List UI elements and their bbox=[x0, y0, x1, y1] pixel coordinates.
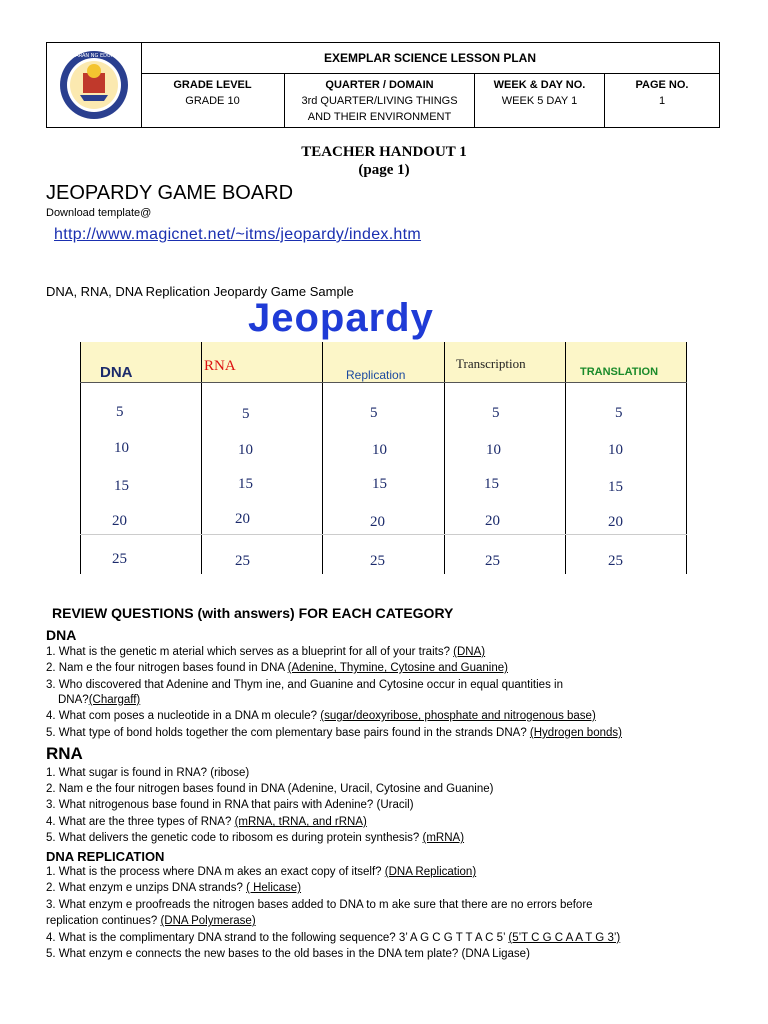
answer-text: (5’T C G C A A T G 3’) bbox=[508, 932, 621, 944]
replication-heading: DNA REPLICATION bbox=[46, 849, 165, 864]
rna-heading: RNA bbox=[46, 744, 83, 763]
tile-replication-5[interactable]: 5 bbox=[370, 405, 378, 421]
quarter-value-2: AND THEIR ENVIRONMENT bbox=[307, 111, 452, 123]
tile-transcription-25[interactable]: 25 bbox=[485, 553, 500, 569]
replication-question-3-cont bbox=[46, 915, 256, 927]
tile-replication-10[interactable]: 10 bbox=[372, 442, 387, 458]
rna-question-5 bbox=[46, 832, 464, 844]
page-label: PAGE NO. bbox=[635, 79, 689, 91]
tile-transcription-20[interactable]: 20 bbox=[485, 513, 500, 529]
dna-heading: DNA bbox=[46, 627, 77, 643]
dna-question-3 bbox=[46, 679, 563, 691]
dna-question-2 bbox=[46, 662, 508, 674]
dna-question-1 bbox=[46, 646, 485, 658]
category-rna[interactable]: RNA bbox=[204, 358, 236, 374]
board-column-line bbox=[686, 342, 687, 574]
board-column-line bbox=[322, 342, 323, 574]
page-value: 1 bbox=[658, 95, 666, 107]
page-no-cell bbox=[605, 74, 719, 127]
week-label: WEEK & DAY NO. bbox=[493, 79, 586, 91]
tile-dna-10[interactable]: 10 bbox=[114, 440, 129, 456]
replication-question-4 bbox=[46, 932, 620, 944]
answer-text: (Chargaff) bbox=[88, 694, 141, 706]
tile-transcription-5[interactable]: 5 bbox=[492, 405, 500, 421]
question-text: 1. What is the process where DNA m akes an exact copy of itself? bbox=[46, 866, 385, 878]
quarter-value-1: 3rd QUARTER/LIVING THINGS bbox=[301, 95, 458, 107]
handout-title: TEACHER HANDOUT 1 bbox=[301, 144, 467, 160]
board-column-line bbox=[565, 342, 566, 574]
dna-question-3-cont bbox=[58, 694, 140, 706]
tile-translation-15[interactable]: 15 bbox=[608, 479, 623, 495]
question-text: 1. What is the genetic m aterial which serves as a blueprint for all of your traits? bbox=[46, 646, 454, 658]
tile-translation-25[interactable]: 25 bbox=[608, 553, 623, 569]
question-text: 4. What are the three types of RNA? bbox=[46, 816, 235, 828]
replication-question-1 bbox=[46, 866, 476, 878]
header-title: EXEMPLAR SCIENCE LESSON PLAN bbox=[141, 43, 719, 74]
question-text: 5. What type of bond holds together the com plementary base pairs found in the strands DNA? bbox=[46, 727, 530, 739]
tile-dna-20[interactable]: 20 bbox=[112, 513, 127, 529]
grade-level-cell bbox=[141, 74, 285, 127]
board-row-line bbox=[80, 382, 687, 383]
board-column-line bbox=[201, 342, 202, 574]
lesson-plan-header bbox=[46, 42, 720, 128]
question-text: 5. What delivers the genetic code to ribosom es during protein synthesis? bbox=[46, 832, 423, 844]
question-text: 3. What enzym e proofreads the nitrogen bases added to DNA to m ake sure that there are no errors before bbox=[46, 899, 593, 911]
question-text: DNA? bbox=[58, 694, 89, 706]
quarter-domain-cell bbox=[285, 74, 475, 127]
category-dna[interactable]: DNA bbox=[100, 364, 133, 381]
answer-text: (Adenine, Thymine, Cytosine and Guanine) bbox=[287, 662, 508, 674]
board-column-line bbox=[444, 342, 445, 574]
answer-text: (mRNA) bbox=[422, 832, 465, 844]
question-text: 3. What nitrogenous base found in RNA that pairs with Adenine? (Uracil) bbox=[46, 799, 414, 811]
tile-rna-10[interactable]: 10 bbox=[238, 442, 253, 458]
answer-text: (DNA Replication) bbox=[384, 866, 477, 878]
dna-question-5 bbox=[46, 727, 622, 739]
week-value: WEEK 5 DAY 1 bbox=[501, 95, 578, 107]
question-text: 2. Nam e the four nitrogen bases found in DNA bbox=[46, 662, 288, 674]
question-text: 4. What is the complimentary DNA strand to the following sequence? 3’ A G C G T T A C 5’ bbox=[46, 932, 509, 944]
answer-text: (Hydrogen bonds) bbox=[529, 727, 622, 739]
dna-question-4 bbox=[46, 710, 596, 722]
tile-transcription-15[interactable]: 15 bbox=[484, 476, 499, 492]
tile-replication-25[interactable]: 25 bbox=[370, 553, 385, 569]
tile-dna-5[interactable]: 5 bbox=[116, 404, 124, 420]
tile-transcription-10[interactable]: 10 bbox=[486, 442, 501, 458]
question-text: replication continues? bbox=[46, 915, 161, 927]
download-label: Download template@ bbox=[46, 207, 152, 219]
question-text: 2. What enzym e unzips DNA strands? bbox=[46, 882, 247, 894]
rna-question-2 bbox=[46, 783, 493, 795]
question-text: 3. Who discovered that Adenine and Thym ine, and Guanine and Cytosine occur in equal quantities in bbox=[46, 679, 563, 691]
sample-label: DNA, RNA, DNA Replication Jeopardy Game Sample bbox=[46, 284, 354, 299]
board-row-line bbox=[80, 534, 687, 535]
grade-level-value: GRADE 10 bbox=[185, 95, 240, 107]
tile-replication-15[interactable]: 15 bbox=[372, 476, 387, 492]
category-transcription[interactable]: Transcription bbox=[456, 356, 526, 371]
quarter-label: QUARTER / DOMAIN bbox=[325, 79, 434, 91]
tile-translation-20[interactable]: 20 bbox=[608, 514, 623, 530]
replication-question-2 bbox=[46, 882, 301, 894]
question-text: 5. What enzym e connects the new bases to the old bases in the DNA tem plate? (DNA Ligase) bbox=[46, 948, 530, 960]
rna-question-3 bbox=[46, 799, 414, 811]
tile-rna-20[interactable]: 20 bbox=[235, 511, 250, 527]
tile-rna-15[interactable]: 15 bbox=[238, 476, 253, 492]
tile-replication-20[interactable]: 20 bbox=[370, 514, 385, 530]
answer-text: (mRNA, tRNA, and rRNA) bbox=[234, 816, 367, 828]
svg-text:KAGAWARAN NG EDUKASYON: KAGAWARAN NG EDUKASYON bbox=[57, 53, 131, 59]
handout-subtitle: (page 1) bbox=[358, 162, 410, 178]
tile-rna-25[interactable]: 25 bbox=[235, 553, 250, 569]
jeopardy-logo: Jeopardy bbox=[248, 296, 434, 340]
review-heading: REVIEW QUESTIONS (with answers) FOR EACH CATEGORY bbox=[52, 605, 454, 621]
category-replication[interactable]: Replication bbox=[346, 368, 406, 382]
tile-dna-15[interactable]: 15 bbox=[114, 478, 129, 494]
grade-level-label: GRADE LEVEL bbox=[173, 79, 252, 91]
board-column-line bbox=[80, 342, 81, 574]
deped-seal-logo bbox=[47, 43, 142, 127]
week-day-cell bbox=[475, 74, 605, 127]
board-title: JEOPARDY GAME BOARD bbox=[46, 182, 294, 204]
answer-text: (DNA Polymerase) bbox=[160, 915, 256, 927]
answer-text: (DNA) bbox=[453, 646, 486, 658]
template-link[interactable]: http://www.magicnet.net/~itms/jeopardy/index.htm bbox=[54, 226, 422, 243]
answer-text: (sugar/deoxyribose, phosphate and nitrogenous base) bbox=[320, 710, 596, 722]
answer-text: ( Helicase) bbox=[246, 882, 302, 894]
replication-question-5 bbox=[46, 948, 530, 960]
tile-translation-10[interactable]: 10 bbox=[608, 442, 623, 458]
question-text: 1. What sugar is found in RNA? (ribose) bbox=[46, 767, 250, 779]
jeopardy-board bbox=[80, 342, 687, 574]
question-text: 2. Nam e the four nitrogen bases found in DNA (Adenine, Uracil, Cytosine and Guanine) bbox=[46, 783, 494, 795]
category-translation[interactable]: TRANSLATION bbox=[580, 366, 659, 378]
rna-question-4 bbox=[46, 816, 367, 828]
tile-rna-5[interactable]: 5 bbox=[242, 406, 250, 422]
rna-question-1 bbox=[46, 767, 249, 779]
tile-translation-5[interactable]: 5 bbox=[615, 405, 623, 421]
tile-dna-25[interactable]: 25 bbox=[112, 551, 127, 567]
replication-question-3 bbox=[46, 899, 593, 911]
question-text: 4. What com poses a nucleotide in a DNA m olecule? bbox=[46, 710, 321, 722]
